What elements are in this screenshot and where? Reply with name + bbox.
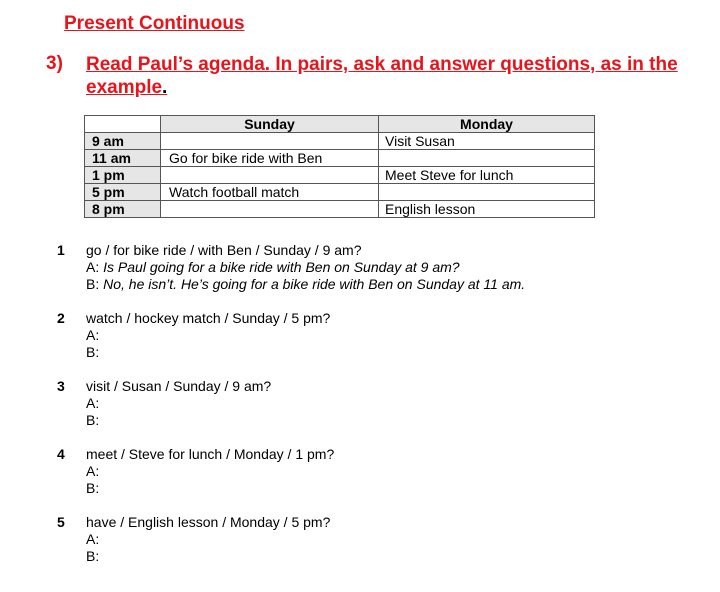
agenda-sunday-cell: Go for bike ride with Ben [161, 150, 379, 167]
agenda-time: 11 am [85, 150, 161, 167]
agenda-header-blank [85, 116, 161, 133]
agenda-header-sunday: Sunday [161, 116, 379, 133]
agenda-monday-cell: Visit Susan [379, 133, 595, 150]
agenda-row [85, 201, 595, 218]
answer-a-label: A: [86, 531, 100, 547]
agenda-table [84, 115, 595, 218]
agenda-monday-cell: English lesson [379, 201, 595, 218]
question-prompt: have / English lesson / Monday / 5 pm? [86, 514, 331, 530]
agenda-header-row [85, 116, 595, 133]
agenda-sunday-cell [161, 133, 379, 150]
agenda-time: 8 pm [85, 201, 161, 218]
question-prompt: watch / hockey match / Sunday / 5 pm? [86, 310, 331, 326]
page-title: Present Continuous [64, 13, 245, 34]
agenda-sunday-cell: Watch football match [161, 184, 379, 201]
agenda-sunday-cell [161, 201, 379, 218]
answer-a-text: Is Paul going for a bike ride with Ben on Sunday at 9 am? [103, 259, 460, 275]
answer-b-text: No, he isn’t. He’s going for a bike ride with Ben on Sunday at 11 am. [103, 276, 526, 292]
agenda-row [85, 184, 595, 201]
answer-a-label: A: [86, 395, 100, 411]
task-instruction [86, 53, 706, 99]
question-number: 3 [57, 378, 65, 394]
agenda-time: 5 pm [85, 184, 161, 201]
answer-b-label: B: [86, 276, 100, 292]
agenda-header-monday: Monday [379, 116, 595, 133]
agenda-row [85, 133, 595, 150]
question-number: 2 [57, 310, 65, 326]
task-number: 3) [46, 53, 63, 74]
question-number: 5 [57, 514, 65, 530]
agenda-time: 1 pm [85, 167, 161, 184]
question-prompt: go / for bike ride / with Ben / Sunday / 9 am? [86, 242, 362, 258]
question-number: 1 [57, 242, 65, 258]
question-prompt: meet / Steve for lunch / Monday / 1 pm? [86, 446, 335, 462]
agenda-time: 9 am [85, 133, 161, 150]
answer-a-label: A: [86, 463, 100, 479]
answer-b-label: B: [86, 412, 100, 428]
agenda-row [85, 150, 595, 167]
agenda-monday-cell [379, 150, 595, 167]
task-period: . [162, 77, 168, 98]
answer-b-label: B: [86, 480, 100, 496]
agenda-monday-cell: Meet Steve for lunch [379, 167, 595, 184]
answer-b-label: B: [86, 548, 100, 564]
agenda-row [85, 167, 595, 184]
question-number: 4 [57, 446, 65, 462]
agenda-monday-cell [379, 184, 595, 201]
agenda-sunday-cell [161, 167, 379, 184]
answer-a-label: A: [86, 327, 100, 343]
answer-a-label: A: [86, 259, 100, 275]
answer-b-label: B: [86, 344, 100, 360]
task-instruction-text: Read Paul’s agenda. In pairs, ask and answer questions, as in the example [86, 54, 678, 98]
question-prompt: visit / Susan / Sunday / 9 am? [86, 378, 272, 394]
